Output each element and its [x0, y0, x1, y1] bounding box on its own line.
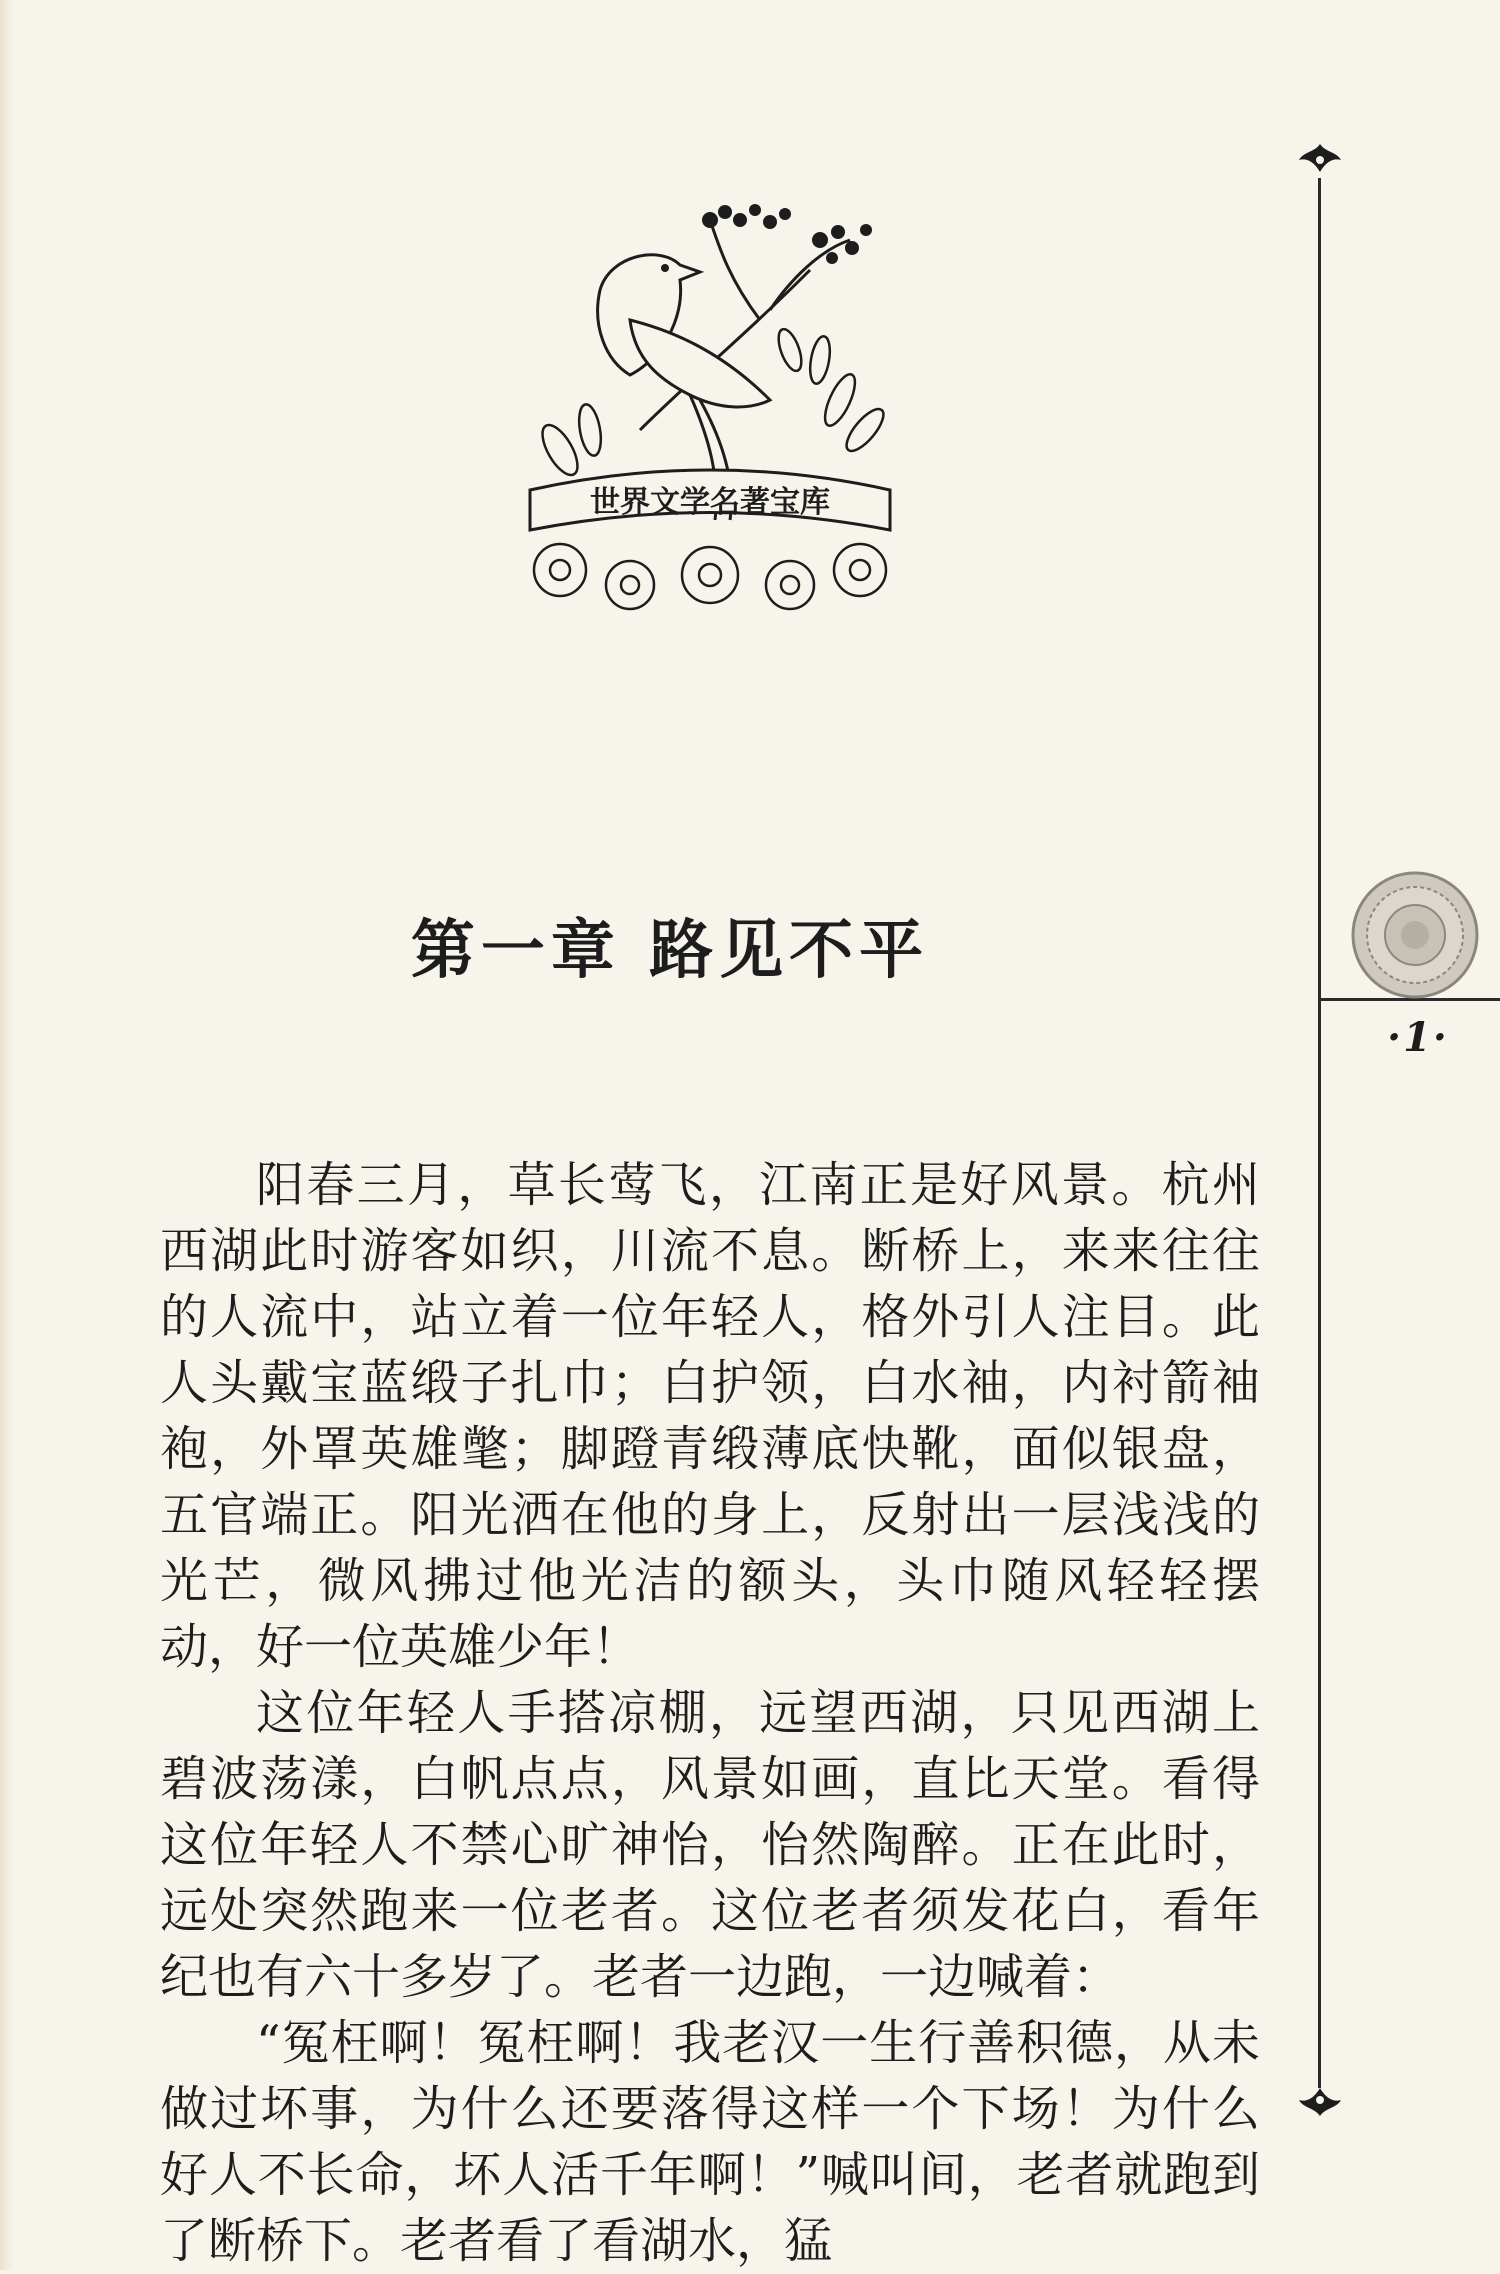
paragraph-2: 这位年轻人手搭凉棚，远望西湖，只见西湖上碧波荡漾，白帆点点，风景如画，直比天堂。看得这位年轻人不禁心旷神怡，怡然陶醉。正在此时，远处突然跑来一位老者。这位老者须发花白，看年纪也有六十多岁了。老者一边跑，一边喊着： [160, 1685, 1260, 2005]
emblem-illustration [520, 200, 900, 620]
fleuron-bottom-icon [1295, 2082, 1345, 2118]
fleuron-top-icon [1295, 142, 1345, 178]
paragraph-1: 阳春三月，草长莺飞，江南正是好风景。杭州西湖此时游客如织，川流不息。断桥上，来来往往的人流中，站立着一位年轻人，格外引人注目。此人头戴宝蓝缎子扎巾；白护领，白水袖，内衬箭袖袍，外罩英雄氅；脚蹬青缎薄底快靴，面似银盘，五官端正。阳光洒在他的身上，反射出一层浅浅的光芒，微风拂过他光洁的额头，头巾随风轻轻摆动，好一位英雄少年！ [160, 1157, 1260, 1675]
page-edge [0, 0, 14, 2270]
page-number: ·1· [1387, 1014, 1449, 1061]
chapter-body [160, 1152, 1260, 2274]
chapter-title: 第一章 路见不平 [410, 913, 930, 988]
margin-rule [1318, 178, 1321, 2088]
paragraph-3: “冤枉啊！冤枉啊！我老汉一生行善积德，从未做过坏事，为什么还要落得这样一个下场！为什么好人不长命，坏人活千年啊！”喊叫间，老者就跑到了断桥下。老者看了看湖水，猛 [160, 2015, 1260, 2269]
emblem-label: 世界文学名著宝库 [590, 485, 830, 520]
medallion-icon [1340, 860, 1490, 1010]
